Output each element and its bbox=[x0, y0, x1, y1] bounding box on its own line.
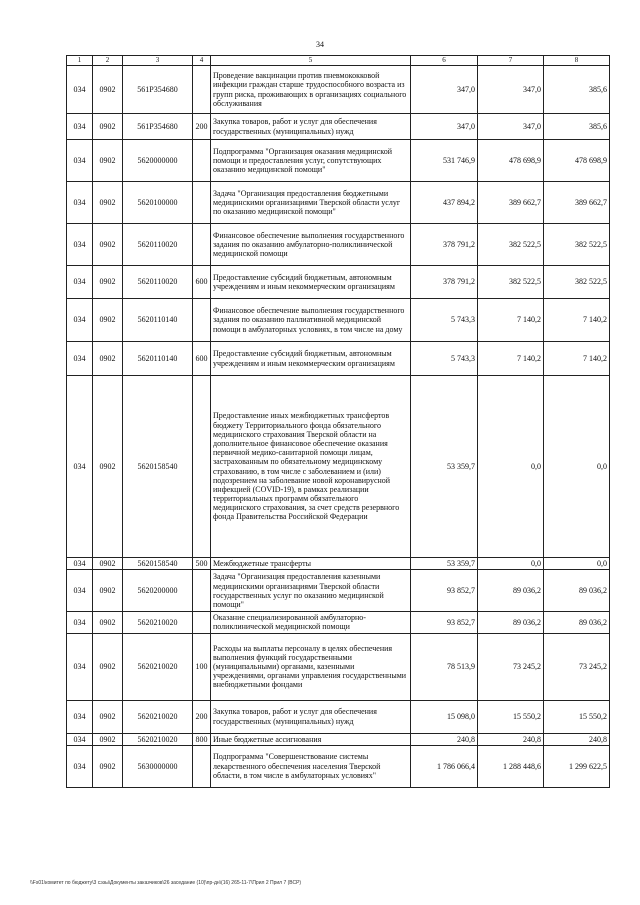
section-code-cell: 0902 bbox=[93, 114, 123, 140]
description-cell: Предоставление субсидий бюджетным, автономным учреждениям и иным некоммерческим организациям bbox=[211, 342, 411, 376]
section-code-cell: 0902 bbox=[93, 342, 123, 376]
target-article-cell: 5620210020 bbox=[123, 733, 193, 745]
amount-col6-cell: 1 786 066,4 bbox=[411, 745, 478, 787]
expense-type-cell: 200 bbox=[193, 700, 211, 733]
ministry-code-cell: 034 bbox=[67, 114, 93, 140]
expense-type-cell: 800 bbox=[193, 733, 211, 745]
amount-col8-cell: 389 662,7 bbox=[544, 182, 610, 224]
amount-col7-cell: 347,0 bbox=[478, 114, 544, 140]
section-code-cell: 0902 bbox=[93, 140, 123, 182]
amount-col7-cell: 0,0 bbox=[478, 558, 544, 570]
target-article-cell: 5620158540 bbox=[123, 376, 193, 558]
ministry-code-cell: 034 bbox=[67, 66, 93, 114]
table-row bbox=[67, 633, 610, 700]
amount-col8-cell: 0,0 bbox=[544, 558, 610, 570]
description-cell: Финансовое обеспечение выполнения государственного задания по оказанию паллиативной медицинской помощи в амбулаторных условиях, в том числе на дому bbox=[211, 299, 411, 342]
amount-col6-cell: 347,0 bbox=[411, 114, 478, 140]
section-code-cell: 0902 bbox=[93, 733, 123, 745]
table-row bbox=[67, 612, 610, 633]
ministry-code-cell: 034 bbox=[67, 140, 93, 182]
table-row bbox=[67, 266, 610, 299]
amount-col7-cell: 7 140,2 bbox=[478, 342, 544, 376]
description-cell: Задача "Организация предоставления казенными медицинскими организациями Тверской области государственных услуг по оказанию медицинской помощи" bbox=[211, 570, 411, 612]
ministry-code-cell: 034 bbox=[67, 633, 93, 700]
table-row bbox=[67, 182, 610, 224]
expense-type-cell bbox=[193, 376, 211, 558]
amount-col7-cell: 240,8 bbox=[478, 733, 544, 745]
description-cell: Оказание специализированной амбулаторно-поликлинической медицинской помощи bbox=[211, 612, 411, 633]
ministry-code-cell: 034 bbox=[67, 182, 93, 224]
amount-col7-cell: 1 288 448,6 bbox=[478, 745, 544, 787]
amount-col6-cell: 531 746,9 bbox=[411, 140, 478, 182]
section-code-cell: 0902 bbox=[93, 299, 123, 342]
column-number-row bbox=[67, 56, 610, 66]
ministry-code-cell: 034 bbox=[67, 733, 93, 745]
ministry-code-cell: 034 bbox=[67, 224, 93, 266]
amount-col7-cell: 15 550,2 bbox=[478, 700, 544, 733]
amount-col8-cell: 382 522,5 bbox=[544, 224, 610, 266]
amount-col8-cell: 385,6 bbox=[544, 114, 610, 140]
table-row bbox=[67, 376, 610, 558]
amount-col7-cell: 89 036,2 bbox=[478, 570, 544, 612]
amount-col8-cell: 15 550,2 bbox=[544, 700, 610, 733]
table-row bbox=[67, 342, 610, 376]
ministry-code-cell: 034 bbox=[67, 376, 93, 558]
expense-type-cell bbox=[193, 299, 211, 342]
description-cell: Финансовое обеспечение выполнения государственного задания по оказанию амбулаторно-поликлинической медицинской помощи bbox=[211, 224, 411, 266]
expense-type-cell: 600 bbox=[193, 266, 211, 299]
amount-col6-cell: 93 852,7 bbox=[411, 612, 478, 633]
amount-col6-cell: 347,0 bbox=[411, 66, 478, 114]
target-article-cell: 5620210020 bbox=[123, 612, 193, 633]
amount-col6-cell: 378 791,2 bbox=[411, 266, 478, 299]
budget-table bbox=[66, 55, 610, 788]
amount-col7-cell: 7 140,2 bbox=[478, 299, 544, 342]
expense-type-cell bbox=[193, 745, 211, 787]
target-article-cell: 5620158540 bbox=[123, 558, 193, 570]
description-cell: Проведение вакцинации против пневмококковой инфекции граждан старше трудоспособного возраста из групп риска, проживающих в организациях социального обслуживания bbox=[211, 66, 411, 114]
table-row bbox=[67, 224, 610, 266]
table-row bbox=[67, 733, 610, 745]
amount-col6-cell: 53 359,7 bbox=[411, 376, 478, 558]
description-cell: Задача "Организация предоставления бюджетными медицинскими организациями Тверской области услуг по оказанию медицинской помощи" bbox=[211, 182, 411, 224]
target-article-cell: 5630000000 bbox=[123, 745, 193, 787]
amount-col7-cell: 382 522,5 bbox=[478, 266, 544, 299]
table-row bbox=[67, 570, 610, 612]
column-header: 4 bbox=[193, 56, 211, 66]
ministry-code-cell: 034 bbox=[67, 299, 93, 342]
amount-col6-cell: 53 359,7 bbox=[411, 558, 478, 570]
ministry-code-cell: 034 bbox=[67, 570, 93, 612]
column-header: 6 bbox=[411, 56, 478, 66]
table-row bbox=[67, 558, 610, 570]
amount-col7-cell: 347,0 bbox=[478, 66, 544, 114]
expense-type-cell: 100 bbox=[193, 633, 211, 700]
column-header: 1 bbox=[67, 56, 93, 66]
amount-col6-cell: 240,8 bbox=[411, 733, 478, 745]
amount-col7-cell: 382 522,5 bbox=[478, 224, 544, 266]
amount-col8-cell: 73 245,2 bbox=[544, 633, 610, 700]
section-code-cell: 0902 bbox=[93, 745, 123, 787]
ministry-code-cell: 034 bbox=[67, 700, 93, 733]
amount-col7-cell: 478 698,9 bbox=[478, 140, 544, 182]
section-code-cell: 0902 bbox=[93, 182, 123, 224]
target-article-cell: 5620110140 bbox=[123, 342, 193, 376]
section-code-cell: 0902 bbox=[93, 558, 123, 570]
column-header: 7 bbox=[478, 56, 544, 66]
column-header: 3 bbox=[123, 56, 193, 66]
ministry-code-cell: 034 bbox=[67, 745, 93, 787]
amount-col8-cell: 478 698,9 bbox=[544, 140, 610, 182]
amount-col6-cell: 15 098,0 bbox=[411, 700, 478, 733]
table-row bbox=[67, 745, 610, 787]
table-row bbox=[67, 299, 610, 342]
amount-col7-cell: 0,0 bbox=[478, 376, 544, 558]
table-row bbox=[67, 700, 610, 733]
amount-col8-cell: 382 522,5 bbox=[544, 266, 610, 299]
target-article-cell: 5620110140 bbox=[123, 299, 193, 342]
description-cell: Межбюджетные трансферты bbox=[211, 558, 411, 570]
ministry-code-cell: 034 bbox=[67, 266, 93, 299]
page-number: 34 bbox=[316, 40, 324, 49]
description-cell: Подпрограмма "Совершенствование системы лекарственного обеспечения населения Тверской области, в том числе в амбулаторных условиях" bbox=[211, 745, 411, 787]
amount-col8-cell: 1 299 622,5 bbox=[544, 745, 610, 787]
amount-col8-cell: 7 140,2 bbox=[544, 342, 610, 376]
amount-col6-cell: 93 852,7 bbox=[411, 570, 478, 612]
column-header: 5 bbox=[211, 56, 411, 66]
target-article-cell: 5620100000 bbox=[123, 182, 193, 224]
expense-type-cell bbox=[193, 140, 211, 182]
amount-col8-cell: 89 036,2 bbox=[544, 612, 610, 633]
amount-col8-cell: 7 140,2 bbox=[544, 299, 610, 342]
amount-col8-cell: 0,0 bbox=[544, 376, 610, 558]
target-article-cell: 5620110020 bbox=[123, 224, 193, 266]
target-article-cell: 5620110020 bbox=[123, 266, 193, 299]
section-code-cell: 0902 bbox=[93, 700, 123, 733]
section-code-cell: 0902 bbox=[93, 570, 123, 612]
ministry-code-cell: 034 bbox=[67, 558, 93, 570]
target-article-cell: 5620200000 bbox=[123, 570, 193, 612]
expense-type-cell bbox=[193, 612, 211, 633]
expense-type-cell bbox=[193, 570, 211, 612]
ministry-code-cell: 034 bbox=[67, 342, 93, 376]
column-header: 8 bbox=[544, 56, 610, 66]
table-row bbox=[67, 66, 610, 114]
target-article-cell: 5620000000 bbox=[123, 140, 193, 182]
description-cell: Расходы на выплаты персоналу в целях обеспечения выполнения функций государственными (муниципальными) органами, казенными учреждениями, органами управления государственными внебюджетными фондами bbox=[211, 633, 411, 700]
description-cell: Закупка товаров, работ и услуг для обеспечения государственных (муниципальных) нужд bbox=[211, 114, 411, 140]
expense-type-cell: 600 bbox=[193, 342, 211, 376]
section-code-cell: 0902 bbox=[93, 224, 123, 266]
amount-col8-cell: 240,8 bbox=[544, 733, 610, 745]
amount-col6-cell: 437 894,2 bbox=[411, 182, 478, 224]
amount-col6-cell: 78 513,9 bbox=[411, 633, 478, 700]
expense-type-cell bbox=[193, 66, 211, 114]
description-cell: Закупка товаров, работ и услуг для обеспечения государственных (муниципальных) нужд bbox=[211, 700, 411, 733]
description-cell: Предоставление иных межбюджетных трансфертов бюджету Территориального фонда обязательного медицинского страхования Тверской области на дополнительное финансовое обеспечение оказания первичной медико-санитарной помощи лицам, застрахованным по обязательному медицинскому страхованию, в том числе с заболеванием и (или) подозрением на заболевание новой коронавирусной инфекцией (COVID-19), в рамках реализации территориальных программ обязательного медицинского страхования, за счет средств резервного фонда Правительства Российской Федерации bbox=[211, 376, 411, 558]
target-article-cell: 561P354680 bbox=[123, 114, 193, 140]
description-cell: Подпрограмма "Организация оказания медицинской помощи и предоставления услуг, сопутствующих оказанию медицинской помощи" bbox=[211, 140, 411, 182]
description-cell: Предоставление субсидий бюджетным, автономным учреждениям и иным некоммерческим организациям bbox=[211, 266, 411, 299]
amount-col7-cell: 89 036,2 bbox=[478, 612, 544, 633]
expense-type-cell bbox=[193, 224, 211, 266]
expense-type-cell: 200 bbox=[193, 114, 211, 140]
description-cell: Иные бюджетные ассигнования bbox=[211, 733, 411, 745]
table-row bbox=[67, 140, 610, 182]
section-code-cell: 0902 bbox=[93, 376, 123, 558]
target-article-cell: 561P354680 bbox=[123, 66, 193, 114]
section-code-cell: 0902 bbox=[93, 612, 123, 633]
amount-col7-cell: 389 662,7 bbox=[478, 182, 544, 224]
amount-col6-cell: 378 791,2 bbox=[411, 224, 478, 266]
column-header: 2 bbox=[93, 56, 123, 66]
section-code-cell: 0902 bbox=[93, 633, 123, 700]
amount-col8-cell: 89 036,2 bbox=[544, 570, 610, 612]
amount-col8-cell: 385,6 bbox=[544, 66, 610, 114]
file-path-footer: \\Fs01\комитет по бюджету\3 сэзы\Документы заказчиков\26 заседание (10)\пр-дн\(16) 265-11-7\Прил 2 Прил 7 (ВСР) bbox=[30, 880, 302, 886]
amount-col7-cell: 73 245,2 bbox=[478, 633, 544, 700]
expense-type-cell: 500 bbox=[193, 558, 211, 570]
section-code-cell: 0902 bbox=[93, 266, 123, 299]
expense-type-cell bbox=[193, 182, 211, 224]
ministry-code-cell: 034 bbox=[67, 612, 93, 633]
section-code-cell: 0902 bbox=[93, 66, 123, 114]
table-row bbox=[67, 114, 610, 140]
amount-col6-cell: 5 743,3 bbox=[411, 299, 478, 342]
amount-col6-cell: 5 743,3 bbox=[411, 342, 478, 376]
target-article-cell: 5620210020 bbox=[123, 633, 193, 700]
target-article-cell: 5620210020 bbox=[123, 700, 193, 733]
